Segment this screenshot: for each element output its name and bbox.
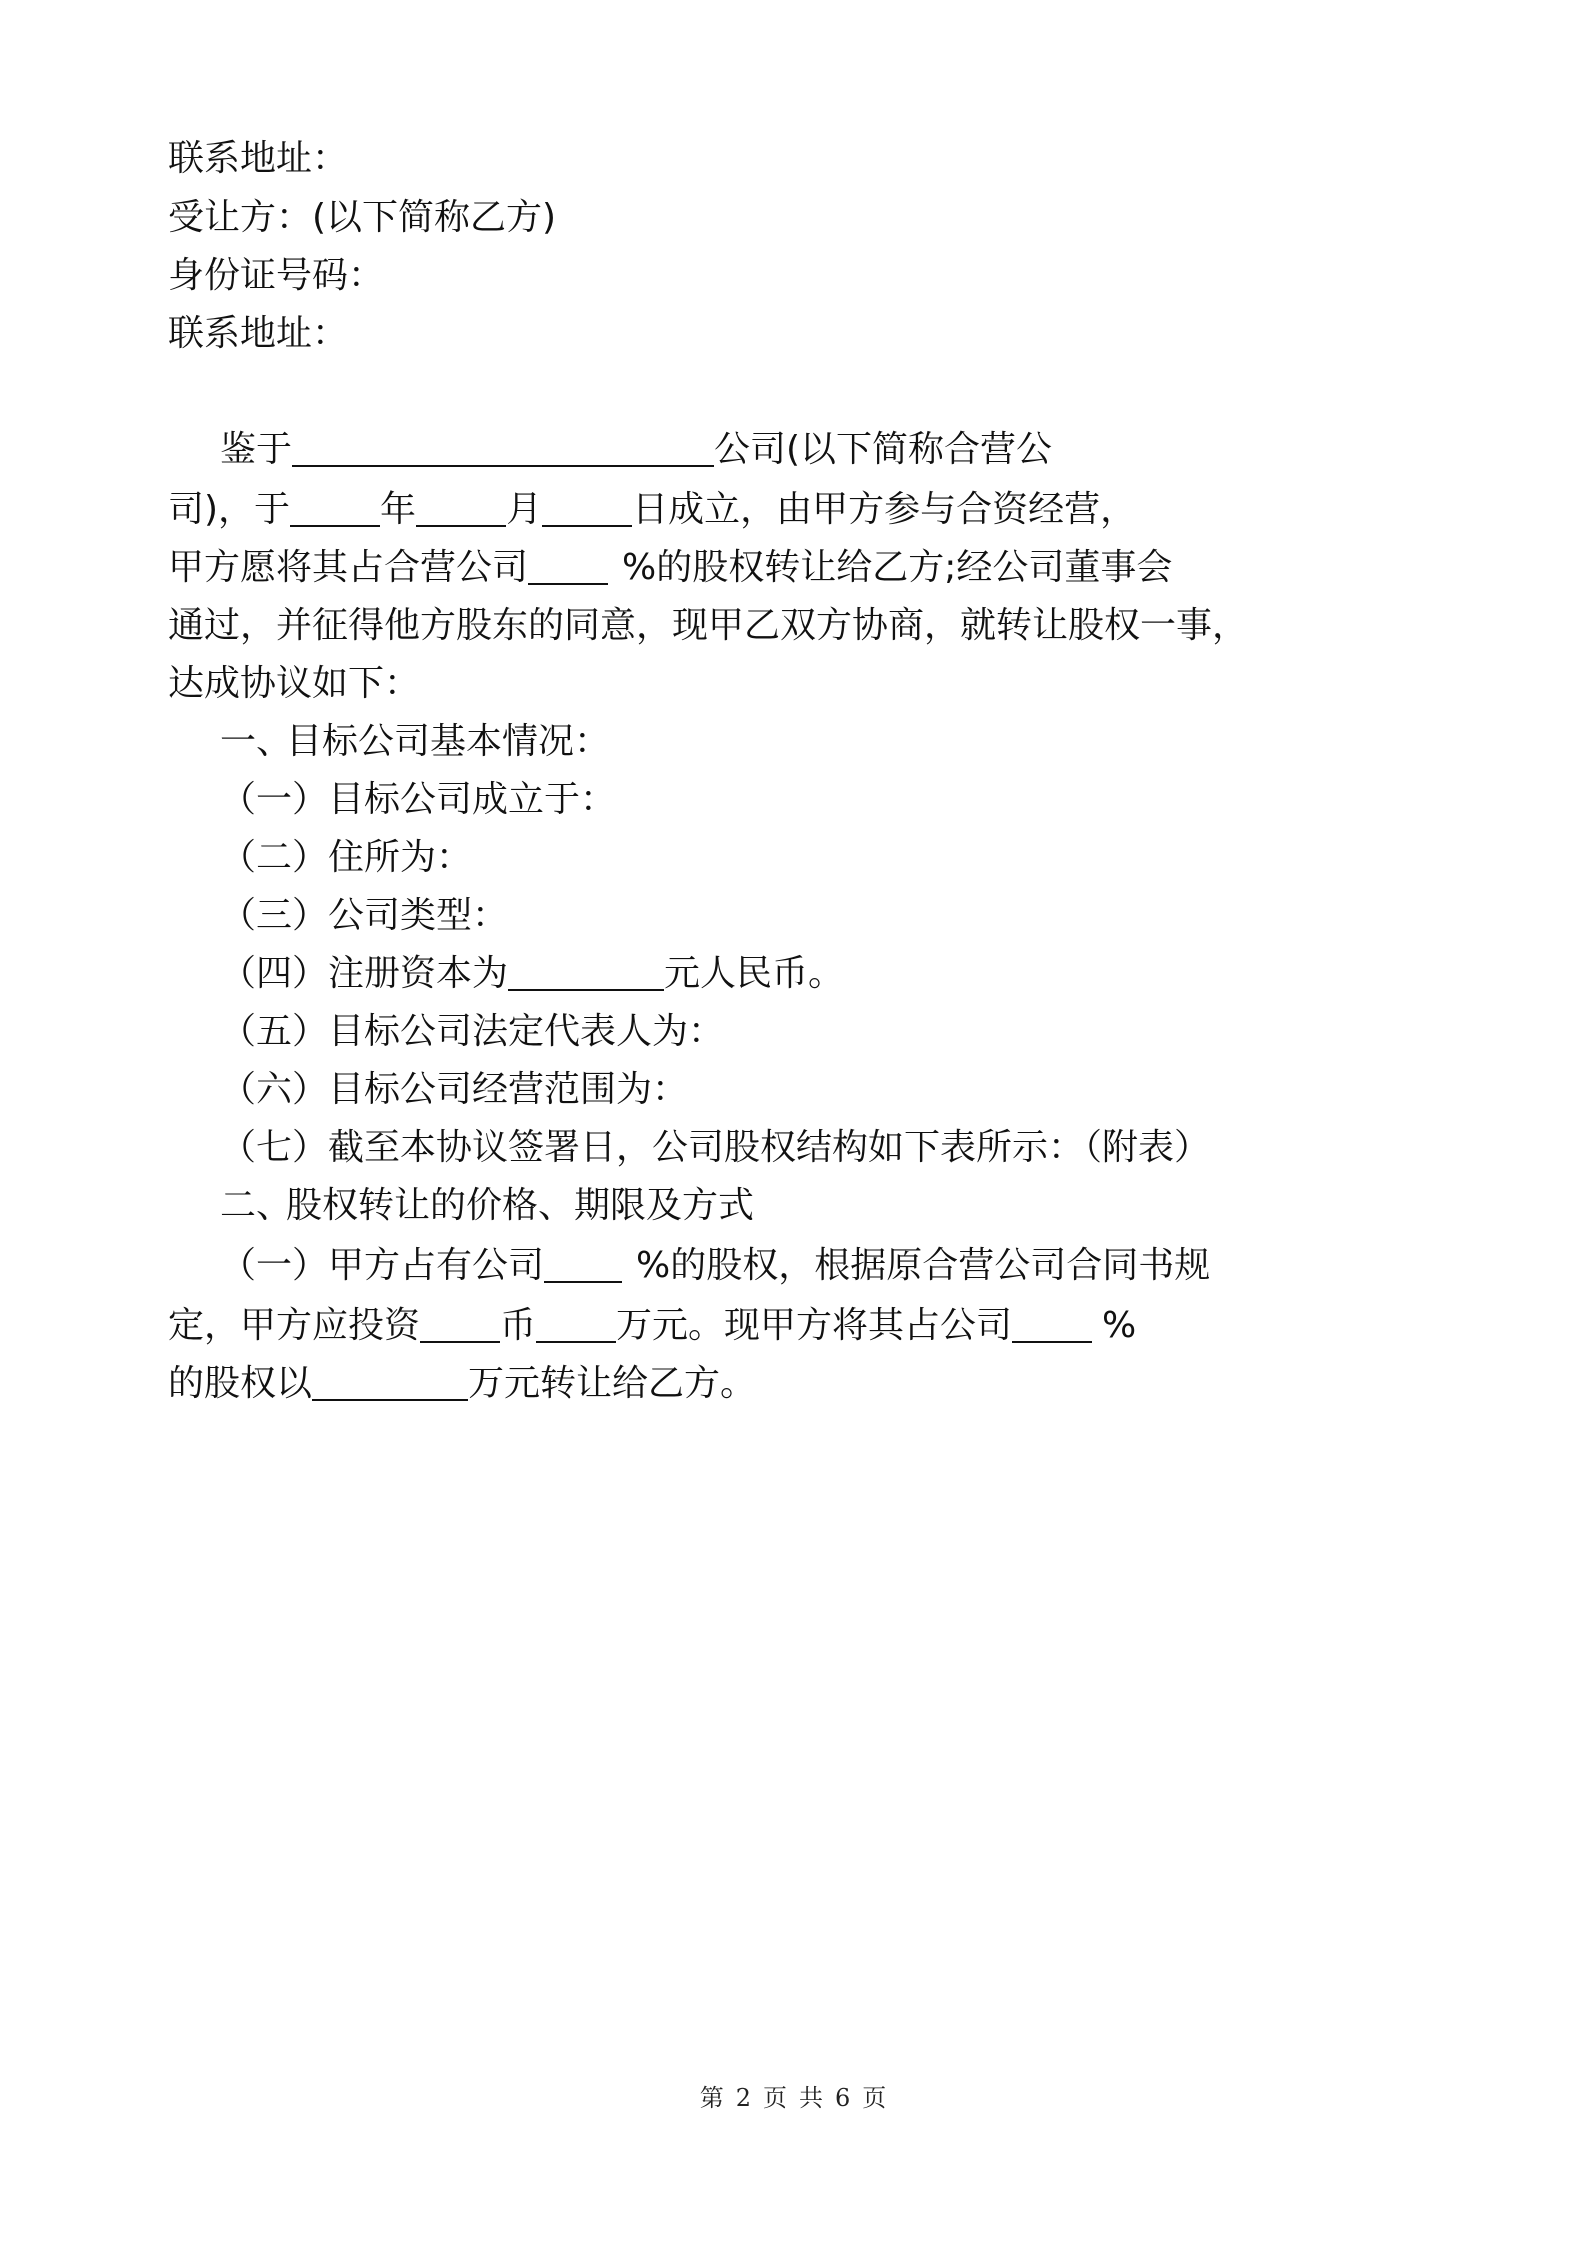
item-number: （二） xyxy=(220,837,329,878)
section-title: 股权转让的价格、期限及方式 xyxy=(286,1185,755,1226)
text: 定，甲方应投资 xyxy=(168,1305,421,1346)
list-item xyxy=(220,892,508,940)
blank-line xyxy=(312,1365,468,1401)
item-text: 截至本协议签署日，公司股权结构如下表所示：（附表） xyxy=(328,1127,1211,1168)
paragraph-line xyxy=(220,426,1052,474)
paragraph-line: 达成协议如下： xyxy=(168,663,421,704)
paragraph-line: 通过，并征得他方股东的同意，现甲乙双方协商，就转让股权一事， xyxy=(168,605,1249,646)
text: 币 xyxy=(500,1305,537,1346)
paragraph-line xyxy=(168,486,1136,534)
transferee-label: 受让方：(以下简称乙方) xyxy=(168,197,557,238)
section-heading xyxy=(220,1182,754,1230)
list-item xyxy=(220,950,844,998)
footer-text: 第 xyxy=(699,2084,724,2112)
text: 万元转让给乙方。 xyxy=(468,1363,757,1404)
total-pages: 6 xyxy=(835,2084,851,2112)
text: 年 xyxy=(380,489,417,530)
section-heading xyxy=(220,718,610,766)
list-item xyxy=(220,776,616,824)
text: 鉴于 xyxy=(220,429,293,470)
id-number-label: 身份证号码： xyxy=(168,255,385,296)
blank-line xyxy=(544,1247,622,1283)
text: 司)，于 xyxy=(168,489,291,530)
item-text: 公司类型： xyxy=(328,895,509,936)
blank-line xyxy=(536,1307,616,1343)
item-number: （三） xyxy=(220,895,329,936)
item-text: 目标公司成立于： xyxy=(328,779,617,820)
item-number: （一） xyxy=(220,1245,329,1286)
contact-address-label-2: 联系地址： xyxy=(168,313,349,354)
text: 公司(以下简称合营公 xyxy=(714,429,1053,470)
blank-line xyxy=(292,431,714,467)
item-text: 目标公司经营范围为： xyxy=(328,1069,689,1110)
blank-line xyxy=(290,491,380,527)
list-item xyxy=(220,1008,724,1056)
blank-line xyxy=(416,491,506,527)
paragraph-line xyxy=(168,544,1172,592)
text: 的股权以 xyxy=(168,1363,313,1404)
blank-line xyxy=(1012,1307,1092,1343)
contact-address-label: 联系地址： xyxy=(168,138,349,179)
footer-text: 页 xyxy=(763,2084,787,2112)
item-text: 目标公司法定代表人为： xyxy=(328,1011,725,1052)
paragraph-line xyxy=(168,1302,1136,1350)
item-text-after: 元人民币。 xyxy=(664,953,845,994)
item-number: （七） xyxy=(220,1127,329,1168)
text: 甲方愿将其占合营公司 xyxy=(168,547,529,588)
section-number: 一、 xyxy=(220,721,293,762)
page-number: 2 xyxy=(735,2084,751,2112)
section-number: 二、 xyxy=(220,1185,293,1226)
text: %的股权，根据原合营公司合同书规 xyxy=(636,1245,1211,1286)
list-item xyxy=(220,834,472,882)
item-text: 注册资本为 xyxy=(328,953,509,994)
paragraph-line xyxy=(168,1360,756,1408)
text: 日成立，由甲方参与合资经营， xyxy=(632,489,1137,530)
paragraph-line xyxy=(220,1242,1210,1290)
blank-line xyxy=(420,1307,500,1343)
blank-line xyxy=(508,955,664,991)
list-item xyxy=(220,1066,688,1114)
item-number: （五） xyxy=(220,1011,329,1052)
item-text: 住所为： xyxy=(328,837,473,878)
text: 甲方占有公司 xyxy=(328,1245,545,1286)
item-number: （六） xyxy=(220,1069,329,1110)
text: %的股权转让给乙方;经公司董事会 xyxy=(622,547,1173,588)
page-footer xyxy=(0,2078,1586,2113)
text: 月 xyxy=(506,489,543,530)
item-number: （四） xyxy=(220,953,329,994)
footer-text: 共 xyxy=(799,2084,823,2112)
blank-line xyxy=(542,491,632,527)
item-number: （一） xyxy=(220,779,329,820)
section-title: 目标公司基本情况： xyxy=(286,721,611,762)
blank-line xyxy=(528,549,608,585)
text: % xyxy=(1102,1305,1137,1346)
list-item xyxy=(220,1124,1210,1172)
text: 万元。现甲方将其占公司 xyxy=(616,1305,1013,1346)
footer-text: 页 xyxy=(862,2084,887,2112)
